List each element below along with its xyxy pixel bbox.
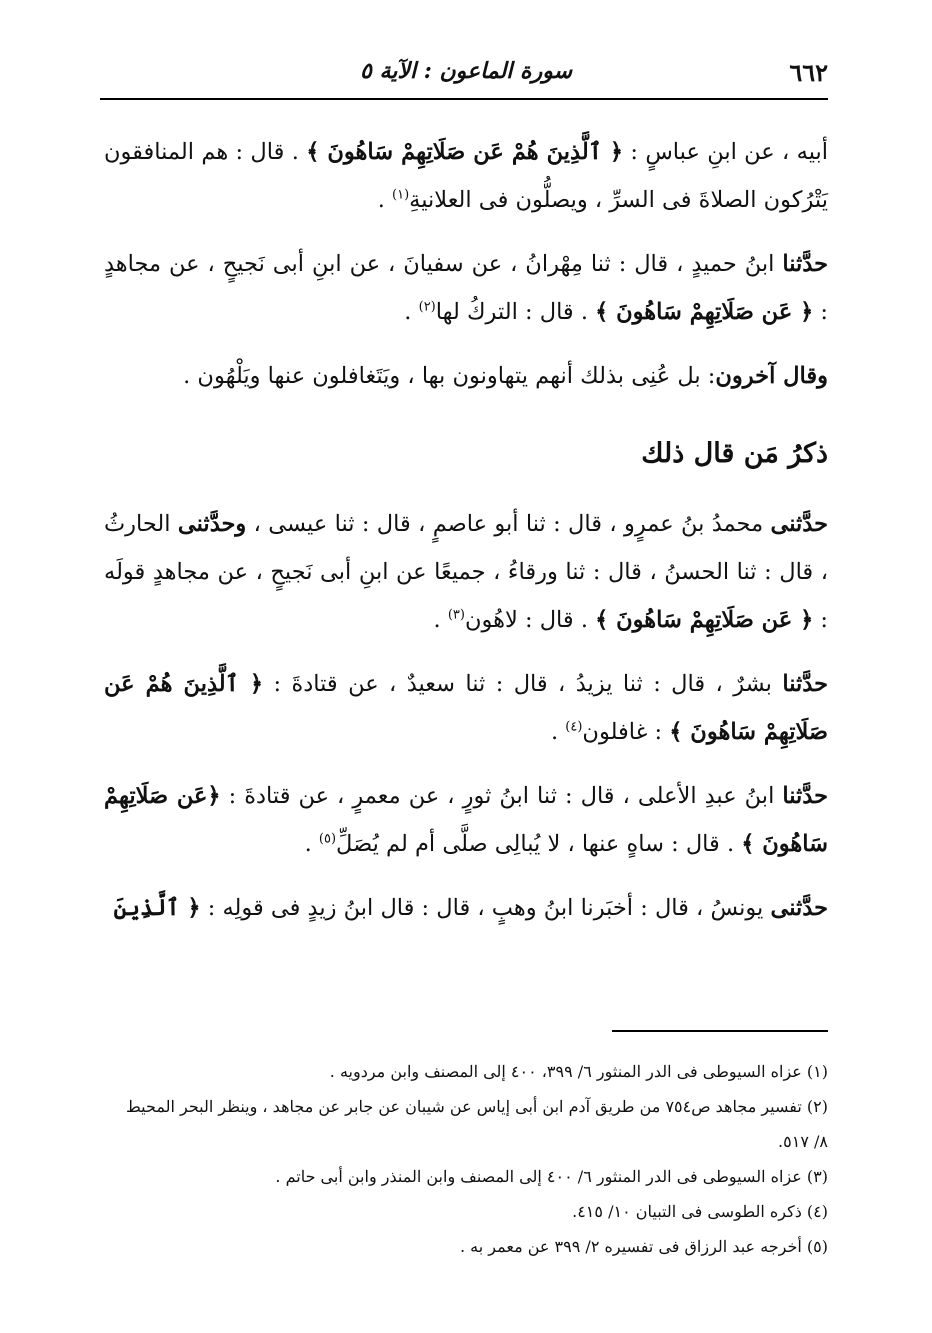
paragraph-4 [104,500,828,644]
text: . [304,831,319,857]
quran-close-bracket: ﴾ [595,607,609,633]
quran-open-bracket: ﴿ [187,895,201,921]
quran-close-bracket: ﴾ [306,139,320,165]
footnote-ref-2[interactable]: (٢) [418,299,436,315]
footnote-3: (٣) عزاه السيوطى فى الدر المنثور ٦/ ٤٠٠ إلى المصنف وابن المنذر وابن أبى حاتم . [275,1167,828,1186]
quran-verse: عَن صَلَاتِهِمْ سَاهُونَ [608,299,801,325]
quran-open-bracket: ﴿ [609,139,624,165]
text: . [433,607,448,633]
paragraph-7 [104,884,828,932]
footnote-2-continuation: ٨/ ٥١٧. [778,1132,828,1151]
paragraph-2 [104,240,828,336]
narration-lead: حدَّثنى [770,895,828,921]
text: . قال : هم المنافقون يَتْرُكون الصلاةَ فى السرِّ ، ويصلُّون فى العلانيةِ [104,139,828,213]
text: . قال : ساهٍ عنها ، لا يُبالِى صلَّى أم لم يُصَلِّ [336,831,742,857]
header-rule [100,98,828,100]
footnote-ref-1[interactable]: (١) [392,187,410,203]
text: أبيه ، عن ابنِ عباسٍ : [623,139,828,165]
text: . [404,299,419,325]
quran-verse: ٱلَّذِينَ هُمْ عَن صَلَاتِهِمْ سَاهُونَ [104,671,828,745]
quran-open-bracket: ﴿ [249,671,264,697]
text: الحارثُ ، قال : ثنا الحسنُ ، قال : ثنا ورقاءُ ، جميعًا عن ابنِ أبى نَجيحٍ ، عن مجاهدٍ قولَه : [104,511,828,633]
footnote-1: (١) عزاه السيوطى فى الدر المنثور ٦/ ٣٩٩، ٤٠٠ إلى المصنف وابن مردويه . [329,1062,828,1081]
text: محمدُ بنُ عمرٍو ، قال : ثنا أبو عاصمٍ ، قال : ثنا عيسى ، [246,511,771,537]
quran-verse: عَن صَلَاتِهِمْ سَاهُونَ [608,607,801,633]
page-header [100,52,832,92]
quran-verse: ٱلَّذِينَ هُمْ عَن صَلَاتِهِمْ سَاهُونَ [319,139,610,165]
footnotes [104,1054,828,1264]
quran-open-bracket: ﴿ [800,607,814,633]
quran-close-bracket: ﴾ [741,831,755,857]
paragraph-6 [104,772,828,868]
footnote-ref-5[interactable]: (٥) [318,831,337,847]
section-heading: ذكرُ مَن قال ذلك [641,438,828,469]
quran-open-bracket: ﴿ [207,783,221,809]
narration-lead: حدَّثنا [782,251,828,277]
text: . قال : التركُ لها [435,299,596,325]
narration-lead-2: وحدَّثنى [177,511,247,537]
quran-close-bracket: ﴾ [595,299,609,325]
text: : غافلون [582,719,670,745]
footnote-4: (٤) ذكره الطوسى فى التبيان ١٠/ ٤١٥. [572,1202,828,1221]
quran-close-bracket: ﴾ [669,719,683,745]
text: بشرٌ ، قال : ثنا يزيدُ ، قال : ثنا سعيدٌ ، عن قتادةَ : [263,671,783,697]
quran-open-bracket: ﴿ [800,299,814,325]
footnote-rule [612,1030,828,1032]
quran-verse: عَن صَلَاتِهِمْ سَاهُونَ [104,783,828,857]
footnote-2: (٢) تفسير مجاهد ص٧٥٤ من طريق آدم ابن أبى إياس عن شيبان عن جابر عن مجاهد ، وينظر البحر المحيط [125,1097,828,1116]
footnote-ref-4[interactable]: (٤) [565,719,583,735]
text: ابنُ حميدٍ ، قال : ثنا مِهْرانُ ، عن سفيانَ ، عن ابنِ أبى نَجيحٍ ، عن مجاهدٍ : [104,251,828,325]
text: . [377,187,393,213]
text: . قال : لاهُون [464,607,596,633]
main-text [104,128,828,948]
paragraph-1 [104,128,828,224]
footnote-ref-3[interactable]: (٣) [447,607,465,623]
page-number: ٦٦٢ [789,58,828,87]
narration-lead: وقال آخرون [715,363,828,389]
narration-lead: حدَّثنا [782,783,828,809]
text: ابنُ عبدِ الأعلى ، قال : ثنا ابنُ ثورٍ ، عن معمرٍ ، عن قتادةَ : [220,783,783,809]
narration-lead: حدَّثنى [770,511,829,537]
footnote-5: (٥) أخرجه عبد الرزاق فى تفسيره ٢/ ٣٩٩ عن معمر به . [459,1237,828,1256]
quran-verse: ٱلَّذِينَ [113,895,188,921]
paragraph-3 [104,352,828,400]
narration-lead: حدَّثنا [782,671,828,697]
text: يونسُ ، قال : أخبَرنا ابنُ وهبٍ ، قال : قال ابنُ زيدٍ فى قولِه : [200,895,771,921]
text: . [550,719,566,745]
running-title: سورة الماعون : الآية ٥ [360,58,572,84]
paragraph-5 [104,660,828,756]
text: : بل عُنِى بذلك أنهم يتهاونون بها ، ويَتَغافلون عنها ويَلْهُون . [183,363,716,389]
